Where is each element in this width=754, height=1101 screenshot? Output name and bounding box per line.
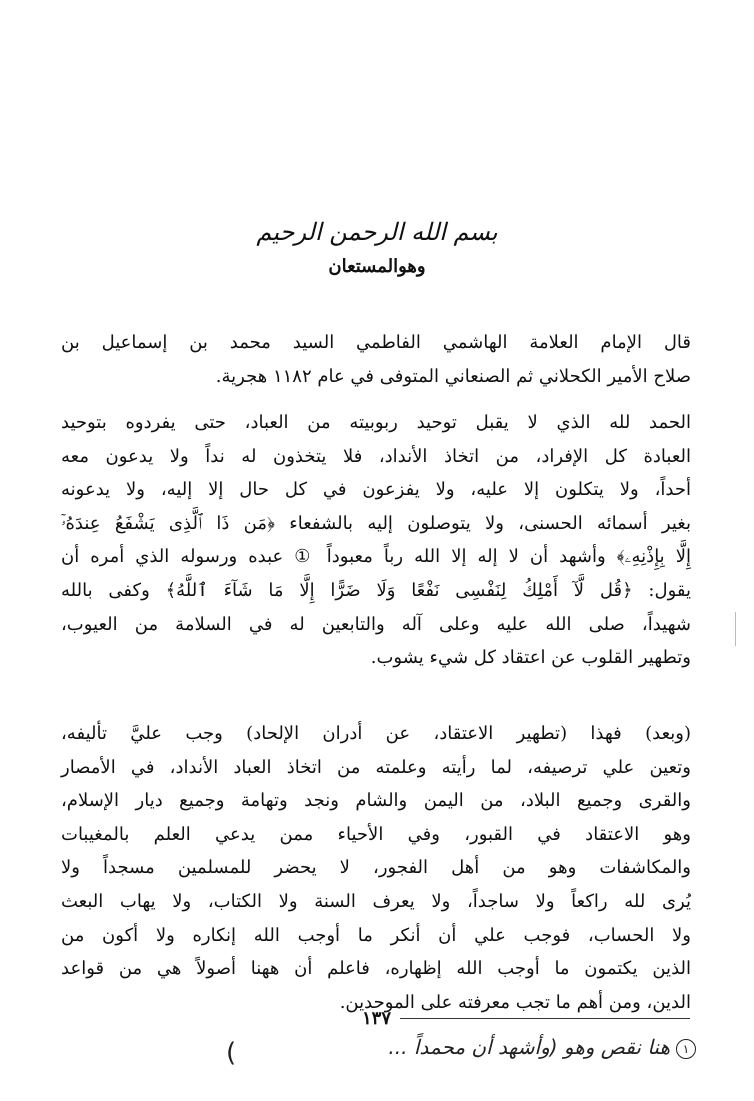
text-line: وتطهير القلوب عن اعتقاد كل شيء يشوب.	[370, 647, 691, 669]
text-line: وهو الاعتقاد في القبور، وفي الأحياء ممن يدعي العلم بالمغيبات	[61, 823, 691, 845]
footnote-rule	[400, 1018, 690, 1019]
text-line: وتعين علي ترصيفه، لما رأيته وعلمته من اتخاذ العباد الأنداد، في الأمصار	[61, 756, 691, 778]
margin-mark	[735, 612, 736, 646]
handwritten-footnote	[196, 1032, 696, 1062]
closing-bracket-mark: )	[226, 1038, 237, 1068]
main-paragraph	[61, 717, 691, 1019]
text-line: ولا الحساب، فوجب علي أن أنكر ما أوجب الله إنكاره ولا أكون من	[61, 924, 691, 946]
page-subtitle: وهوالمستعان	[328, 256, 426, 277]
basmala-heading: بسم الله الرحمن الرحيم	[256, 218, 498, 246]
text-line: صلاح الأمير الكحلاني ثم الصنعاني المتوفى في عام ١١٨٢ هجرية.	[215, 365, 691, 387]
text-line: (وبعد) فهذا (تطهير الاعتقاد، عن أدران الإلحاد) وجب عليَّ تأليفه،	[61, 723, 691, 744]
intro-paragraph	[61, 326, 691, 393]
text-line: بغير أسمائه الحسنى، ولا يتوصلون إليه بالشفعاء ﴿مَن ذَا ٱلَّذِى يَشْفَعُ عِندَهُۥٓ	[61, 512, 691, 534]
page-number: ١٣٧	[362, 1008, 392, 1029]
text-line: والمكاشفات وهو من أهل الفجور، لا يحضر للمسلمين مسجداً ولا	[61, 857, 691, 879]
footnote-marker: ١	[676, 1039, 696, 1059]
text-line: قال الإمام العلامة الهاشمي الفاطمي السيد محمد بن إسماعيل بن	[61, 332, 691, 353]
text-line: الحمد لله الذي لا يقبل توحيد ربوبيته من العباد، حتى يفردوه بتوحيد	[61, 412, 691, 433]
text-line: الدين، ومن أهم ما تجب معرفته على الموحدين.	[339, 991, 691, 1013]
praise-paragraph	[61, 406, 691, 675]
text-line: إِلَّا بِإِذْنِهِۦ﴾ وأشهد أن لا إله إلا الله رباً معبوداً ① عبده ورسوله الذي أمره أن	[61, 546, 691, 568]
text-line: والقرى وجميع البلاد، من اليمن والشام ونجد وتهامة وجميع ديار الإسلام،	[61, 790, 691, 812]
text-line: يقول: ﴿قُل لَّآ أَمْلِكُ لِنَفْسِى نَفْعًا وَلَا ضَرًّا إِلَّا مَا شَآءَ ٱللَّهُ﴾ وكفى بالله	[61, 579, 691, 601]
footnote-text: هنا نقص وهو (وأشهد أن محمداً ...	[388, 1035, 670, 1059]
text-line: أحداً، ولا يتكلون إلا عليه، ولا يفزعون في كل حال إلا إليه، ولا يدعونه	[61, 479, 691, 501]
text-line: الذين يكتمون ما أوجب الله إظهاره، فاعلم أن ههنا أصولاً هي من قواعد	[61, 958, 691, 980]
text-line: العبادة كل الإفراد، من اتخاذ الأنداد، فلا يتخذون له نداً ولا يدعون معه	[61, 445, 691, 467]
text-line: شهيداً، صلى الله عليه وعلى آله والتابعين له في السلامة من العيوب،	[61, 613, 691, 635]
text-line: يُرى لله راكعاً ولا ساجداً، ولا يعرف السنة ولا الكتاب، ولا يهاب البعث	[61, 890, 691, 912]
